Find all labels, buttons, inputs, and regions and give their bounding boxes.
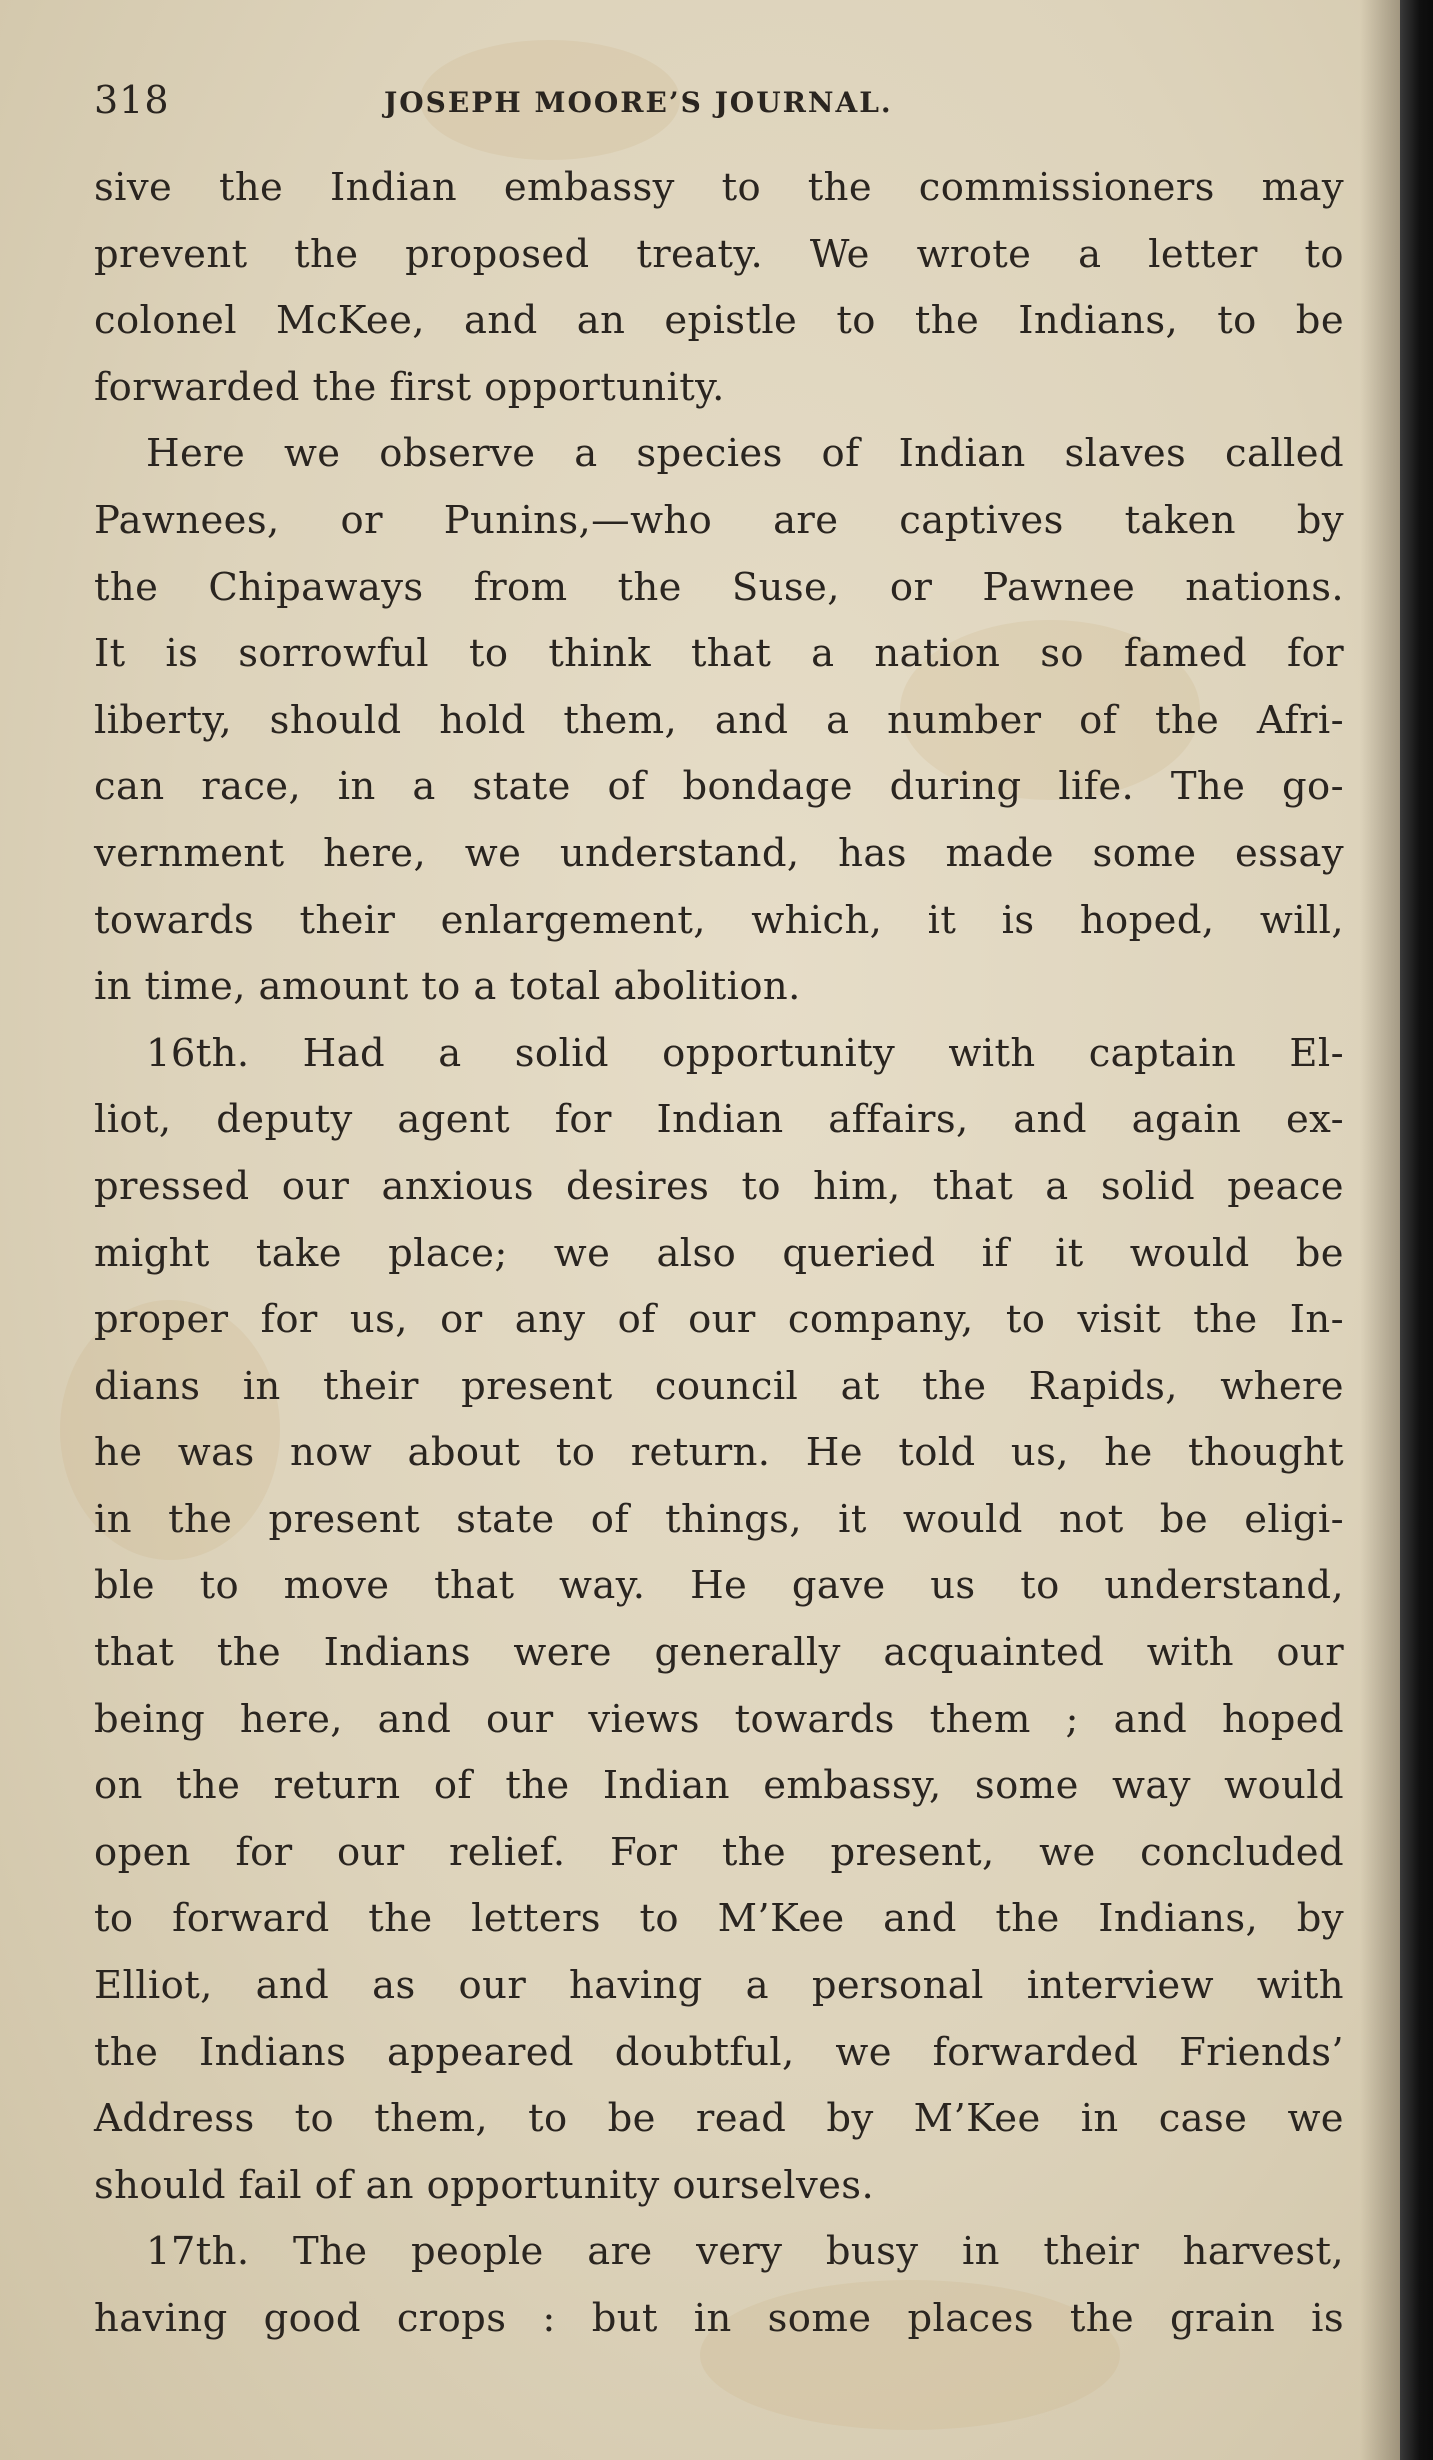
body-text (94, 155, 1344, 2353)
text-line: in time, amount to a total abolition. (94, 964, 801, 1010)
text-line: might take place; we also queried if it would be (94, 1230, 1344, 1276)
text-line: proper for us, or any of our company, to visit the In- (94, 1297, 1344, 1343)
text-line: the Indians appeared doubtful, we forwarded Friends’ (94, 2029, 1344, 2075)
text-line: the Chipaways from the Suse, or Pawnee nations. (94, 564, 1344, 610)
book-edge (1400, 0, 1433, 2460)
text-line: pressed our anxious desires to him, that a solid peace (94, 1163, 1344, 1209)
text-line: vernment here, we understand, has made some essay (94, 830, 1344, 876)
text-line: forwarded the first opportunity. (94, 364, 725, 410)
running-title: JOSEPH MOORE’S JOURNAL. (384, 86, 893, 119)
text-line: sive the Indian embassy to the commissioners may (94, 165, 1344, 210)
text-line: 16th. Had a solid opportunity with captain El- (146, 1030, 1344, 1076)
text-line: Pawnees, or Punins,—who are captives taken by (94, 497, 1344, 543)
text-line: on the return of the Indian embassy, some way would (94, 1763, 1344, 1809)
text-line: open for our relief. For the present, we concluded (94, 1829, 1344, 1875)
text-line: he was now about to return. He told us, he thought (94, 1430, 1344, 1476)
text-line: that the Indians were generally acquainted with our (94, 1630, 1344, 1676)
text-line: Address to them, to be read by M’Kee in case we (94, 2096, 1344, 2142)
text-line: towards their enlargement, which, it is hoped, will, (94, 897, 1344, 943)
page-number: 318 (94, 78, 170, 122)
text-line: It is sorrowful to think that a nation so famed for (94, 631, 1344, 677)
text-line: having good crops : but in some places the grain is (94, 2296, 1344, 2341)
text-line: 17th. The people are very busy in their harvest, (146, 2229, 1344, 2275)
text-line: dians in their present council at the Rapids, where (94, 1363, 1344, 1409)
text-line: liot, deputy agent for Indian affairs, and again ex- (94, 1097, 1344, 1143)
text-line: being here, and our views towards them ; and hoped (94, 1696, 1344, 1742)
text-line: should fail of an opportunity ourselves. (94, 2162, 875, 2208)
text-line: liberty, should hold them, and a number of the Afri- (94, 697, 1344, 743)
running-head (94, 78, 1344, 138)
text-line: in the present state of things, it would not be eligi- (94, 1496, 1344, 1542)
page-gutter-shadow (1360, 0, 1400, 2460)
text-line: prevent the proposed treaty. We wrote a letter to (94, 231, 1344, 277)
text-line: Here we observe a species of Indian slaves called (146, 431, 1344, 477)
text-line: ble to move that way. He gave us to understand, (94, 1563, 1344, 1609)
text-line: can race, in a state of bondage during life. The go- (94, 764, 1344, 810)
text-line: colonel McKee, and an epistle to the Indians, to be (94, 298, 1344, 344)
text-line: Elliot, and as our having a personal interview with (94, 1963, 1344, 2009)
text-line: to forward the letters to M’Kee and the Indians, by (94, 1896, 1344, 1942)
